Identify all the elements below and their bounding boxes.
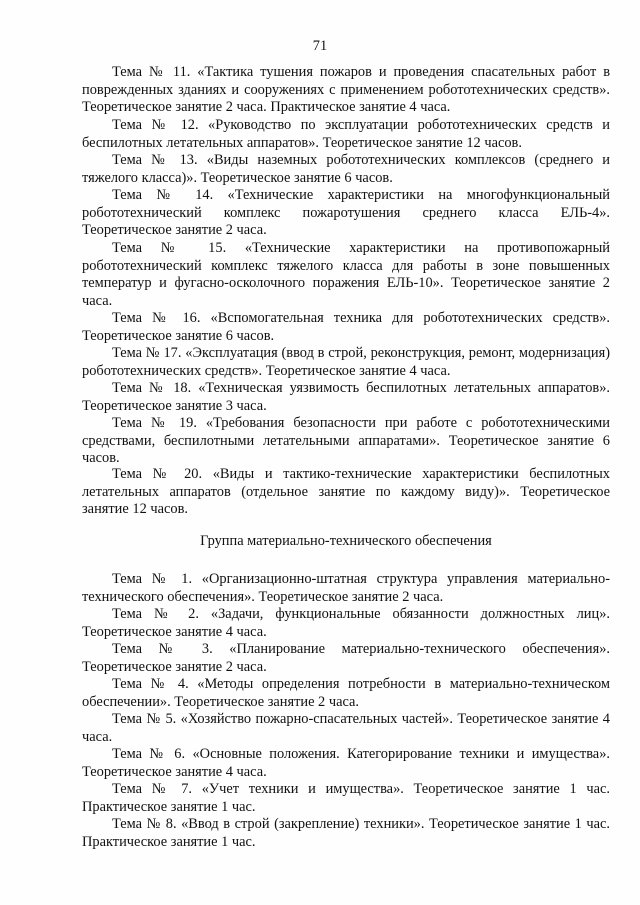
mto-topic-3: Тема № 3. «Планирование материально-технического обеспечения». Теоретическое занятие 2 часа. (82, 641, 610, 675)
topic-15: Тема № 15. «Технические характеристики на противопожарный робототехнический комплекс тяжелого класса для работы в зоне повышенных температур и фугасно-осколочного поражения ЕЛЬ-10». Теоретическое занятие 2 часа. (82, 240, 610, 309)
mto-topic-4: Тема № 4. «Методы определения потребности в материально-техническом обеспечении». Теоретическое занятие 2 часа. (82, 676, 610, 710)
topic-11: Тема № 11. «Тактика тушения пожаров и проведения спасательных работ в поврежденных зданиях и сооружениях с применением робототехнических средств». Теоретическое занятие 2 часа. Практическое занятие 4 часа. (82, 64, 610, 116)
page-number: 71 (312, 38, 328, 54)
mto-topic-2: Тема № 2. «Задачи, функциональные обязанности должностных лиц». Теоретическое занятие 4 часа. (82, 606, 610, 640)
topic-20: Тема № 20. «Виды и тактико-технические характеристики беспилотных летательных аппаратов (отдельное занятие по каждому виду)». Теоретическое занятие 12 часов. (82, 466, 610, 518)
topic-19: Тема № 19. «Требования безопасности при работе с робототехническими средствами, беспилотными летательными аппаратами». Теоретическое занятие 6 часов. (82, 415, 610, 467)
topic-18: Тема № 18. «Техническая уязвимость беспилотных летательных аппаратов». Теоретическое занятие 3 часа. (82, 380, 610, 414)
mto-topic-7: Тема № 7. «Учет техники и имущества». Теоретическое занятие 1 час. Практическое занятие 1 час. (82, 781, 610, 815)
topic-14: Тема № 14. «Технические характеристики на многофункциональный робототехнический комплекс пожаротушения среднего класса ЕЛЬ-4». Теоретическое занятие 2 часа. (82, 187, 610, 239)
section-heading: Группа материально-технического обеспечения (200, 533, 492, 549)
topic-16: Тема № 16. «Вспомогательная техника для робототехнических средств». Теоретическое занятие 6 часов. (82, 310, 610, 344)
mto-topic-1: Тема № 1. «Организационно-штатная структура управления материально-технического обеспечения». Теоретическое занятие 2 часа. (82, 571, 610, 605)
topic-13: Тема № 13. «Виды наземных робототехнических комплексов (среднего и тяжелого класса)». Теоретическое занятие 6 часов. (82, 152, 610, 186)
topic-12: Тема № 12. «Руководство по эксплуатации робототехнических средств и беспилотных летательных аппаратов». Теоретическое занятие 12 часов. (82, 117, 610, 151)
mto-topic-6: Тема № 6. «Основные положения. Категорирование техники и имущества». Теоретическое занятие 4 часа. (82, 746, 610, 780)
topic-17: Тема № 17. «Эксплуатация (ввод в строй, реконструкция, ремонт, модернизация) робототехнических средств». Теоретическое занятие 4 часа. (82, 345, 610, 379)
mto-topic-5: Тема № 5. «Хозяйство пожарно-спасательных частей». Теоретическое занятие 4 часа. (82, 711, 610, 745)
mto-topic-8: Тема № 8. «Ввод в строй (закрепление) техники». Теоретическое занятие 1 час. Практическое занятие 1 час. (82, 816, 610, 850)
